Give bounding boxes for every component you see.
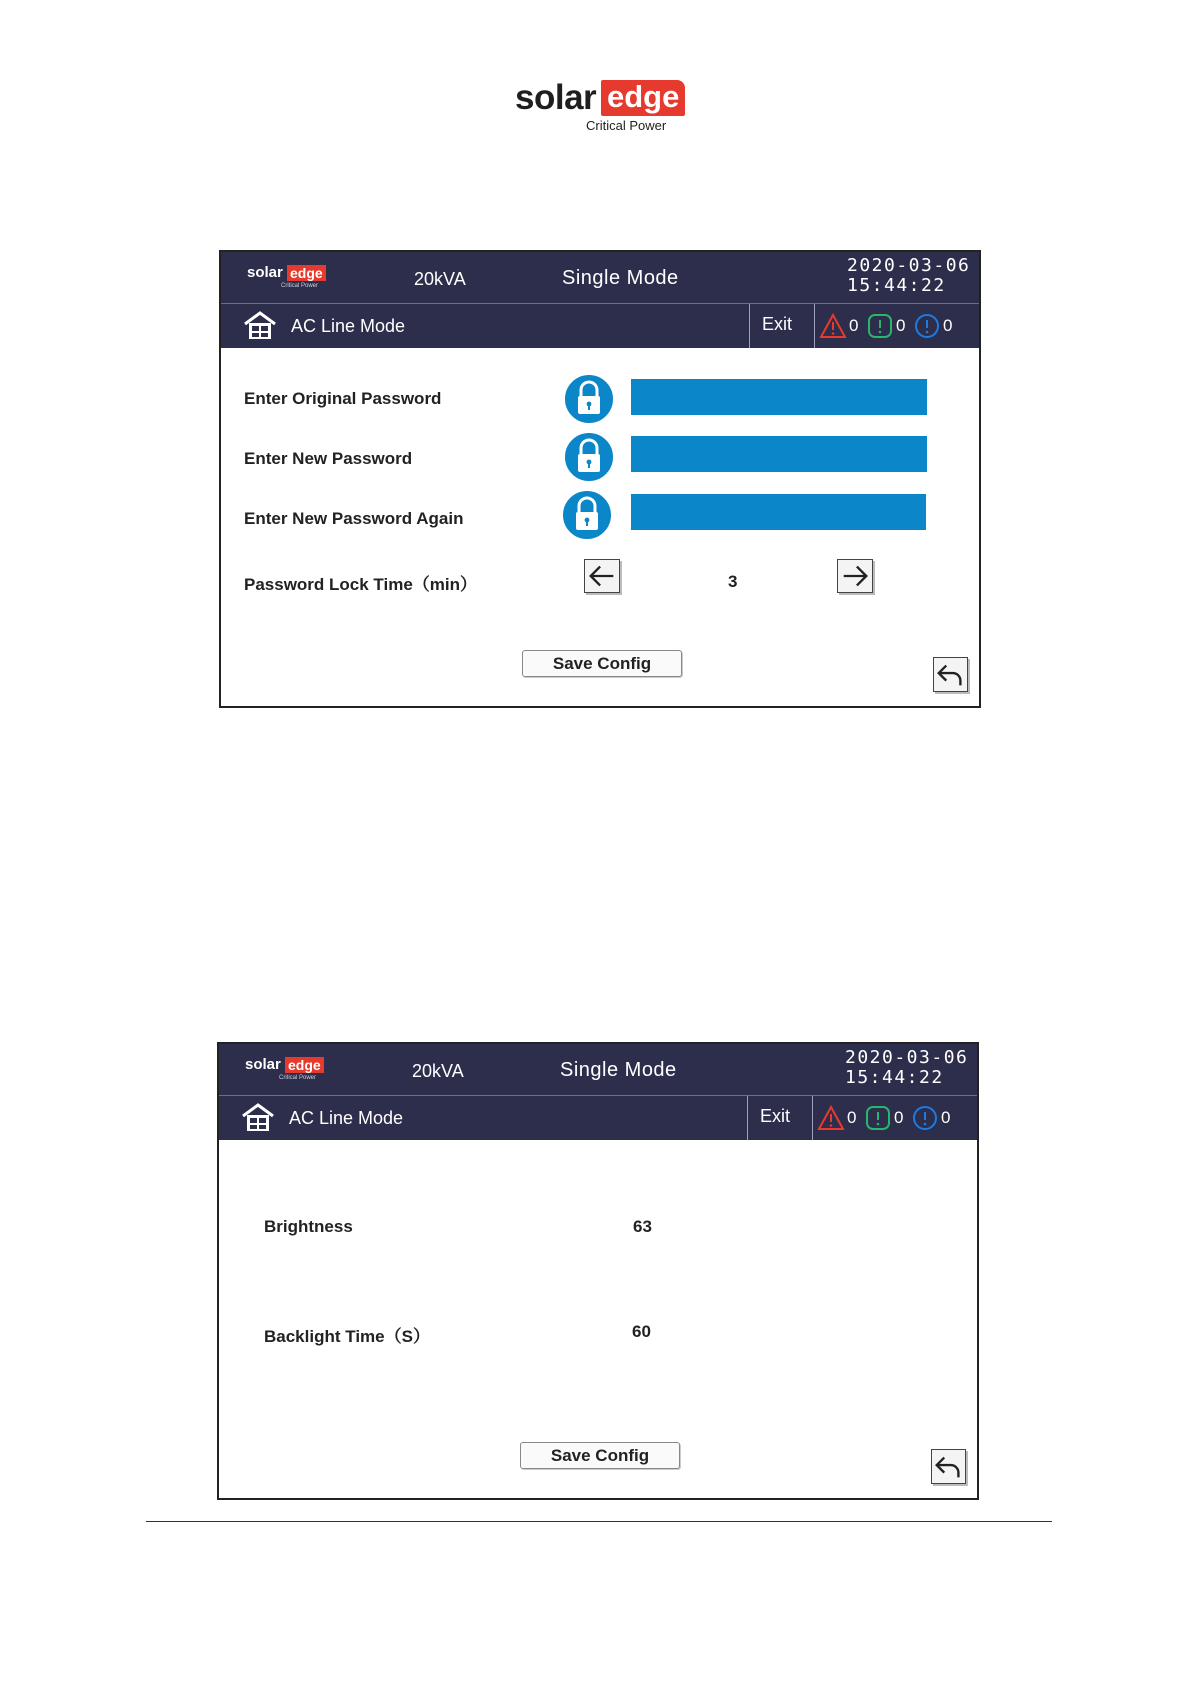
backlight-time-label: Backlight Time（S） xyxy=(264,1327,430,1346)
confirm-password-label: Enter New Password Again xyxy=(244,509,464,528)
footer-divider xyxy=(146,1521,1052,1522)
info-count: 0 xyxy=(941,1108,951,1127)
page-logo xyxy=(515,78,685,136)
info-alarm[interactable] xyxy=(911,1104,950,1132)
logo-edge-text: edge xyxy=(601,80,685,116)
home-icon[interactable] xyxy=(243,311,277,341)
arrow-left-icon xyxy=(585,560,619,592)
save-config-button[interactable]: Save Config xyxy=(522,650,682,677)
date-text: 2020-03-06 xyxy=(845,1047,969,1068)
status-header xyxy=(219,1044,977,1095)
time-text: 15:44:22 xyxy=(847,275,946,296)
new-password-input[interactable] xyxy=(631,436,927,472)
back-arrow-icon xyxy=(932,1450,965,1483)
warning-square-icon xyxy=(866,312,894,340)
lock-icon xyxy=(560,488,614,542)
header-logo-solar: solar xyxy=(247,264,283,281)
lock-time-decrease-button[interactable] xyxy=(584,559,620,593)
lock-time-increase-button[interactable] xyxy=(837,559,873,593)
original-password-label: Enter Original Password xyxy=(244,389,442,408)
divider xyxy=(747,1096,748,1140)
header-logo-sub: Critical Power xyxy=(281,283,319,289)
ac-line-mode-label: AC Line Mode xyxy=(289,1108,404,1128)
warning-alarm[interactable] xyxy=(864,1104,903,1132)
divider xyxy=(749,304,750,348)
lock-time-value: 3 xyxy=(728,572,738,591)
arrow-right-icon xyxy=(838,560,872,592)
divider xyxy=(812,1096,813,1140)
mode-bar xyxy=(221,303,979,348)
brightness-label: Brightness xyxy=(264,1217,353,1236)
confirm-password-input[interactable] xyxy=(631,494,926,530)
backlight-time-value[interactable]: 60 xyxy=(632,1322,651,1341)
warning-count: 0 xyxy=(896,316,906,335)
fault-alarm[interactable] xyxy=(817,1104,856,1132)
operating-mode: Single Mode xyxy=(562,267,679,289)
header-logo-sub: Critical Power xyxy=(279,1075,317,1081)
back-arrow-icon xyxy=(934,658,967,691)
exit-button[interactable]: Exit xyxy=(762,314,793,334)
fault-count: 0 xyxy=(849,316,859,335)
save-config-button[interactable]: Save Config xyxy=(520,1442,680,1469)
info-circle-icon xyxy=(911,1104,939,1132)
warning-count: 0 xyxy=(894,1108,904,1127)
home-icon[interactable] xyxy=(241,1103,275,1133)
warning-square-icon xyxy=(864,1104,892,1132)
warning-triangle-icon xyxy=(817,1104,845,1132)
lock-icon xyxy=(562,372,616,426)
exit-button[interactable]: Exit xyxy=(760,1106,791,1126)
original-password-input[interactable] xyxy=(631,379,927,415)
header-logo-edge: edge xyxy=(285,1057,324,1073)
operating-mode: Single Mode xyxy=(560,1059,677,1081)
lock-icon xyxy=(562,430,616,484)
header-logo xyxy=(247,264,337,294)
time-text: 15:44:22 xyxy=(845,1067,944,1088)
password-screen xyxy=(219,250,981,708)
logo-solar-text: solar xyxy=(515,78,597,117)
info-alarm[interactable] xyxy=(913,312,952,340)
ac-line-mode-label: AC Line Mode xyxy=(291,316,406,336)
logo-subtitle: Critical Power xyxy=(586,118,667,133)
header-logo-edge: edge xyxy=(287,265,326,281)
header-logo-solar: solar xyxy=(245,1056,281,1073)
info-count: 0 xyxy=(943,316,953,335)
back-button[interactable] xyxy=(933,657,968,692)
datetime xyxy=(845,1048,968,1088)
warning-triangle-icon xyxy=(819,312,847,340)
brightness-value[interactable]: 63 xyxy=(633,1217,652,1236)
fault-alarm[interactable] xyxy=(819,312,858,340)
datetime xyxy=(847,256,970,296)
power-rating: 20kVA xyxy=(412,1061,464,1081)
info-circle-icon xyxy=(913,312,941,340)
lock-time-label: Password Lock Time（min） xyxy=(244,575,478,594)
back-button[interactable] xyxy=(931,1449,966,1484)
header-logo xyxy=(245,1056,335,1086)
new-password-label: Enter New Password xyxy=(244,449,413,468)
status-header xyxy=(221,252,979,303)
fault-count: 0 xyxy=(847,1108,857,1127)
divider xyxy=(814,304,815,348)
date-text: 2020-03-06 xyxy=(847,255,971,276)
power-rating: 20kVA xyxy=(414,269,466,289)
warning-alarm[interactable] xyxy=(866,312,905,340)
display-screen xyxy=(217,1042,979,1500)
mode-bar xyxy=(219,1095,977,1140)
